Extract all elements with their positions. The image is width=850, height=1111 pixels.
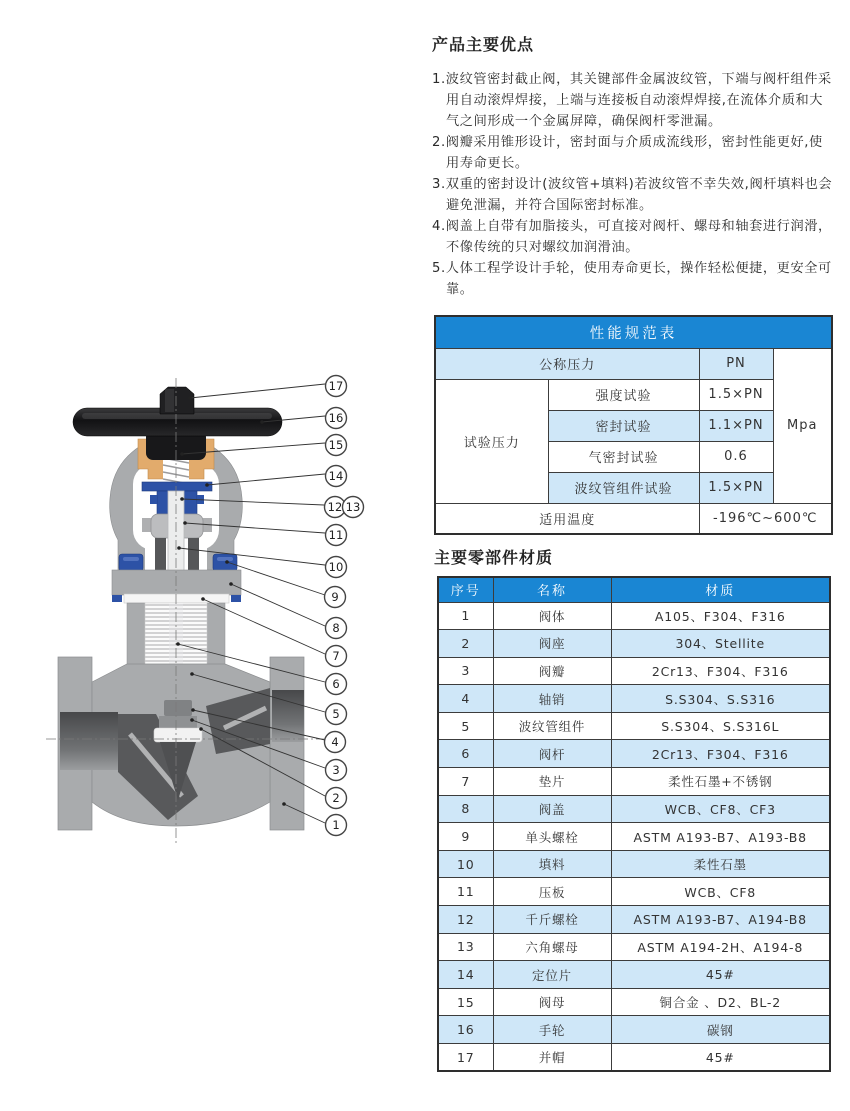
callout-label: 7 (332, 649, 340, 663)
column-header-material: 材质 (611, 577, 830, 602)
gasket (112, 594, 241, 603)
nominal-pressure-value: PN (699, 348, 773, 379)
test-label: 气密封试验 (548, 441, 699, 472)
materials-table-cell: 2Cr13、F304、F316 (611, 657, 830, 685)
callout-label: 8 (332, 621, 340, 635)
materials-table-cell: 阀座 (493, 630, 611, 658)
callout-label: 1 (332, 818, 340, 832)
callout-1 (326, 815, 347, 836)
test-label: 强度试验 (548, 379, 699, 410)
materials-table-row (438, 961, 830, 989)
materials-table-row (438, 1016, 830, 1044)
materials-table-cell: 阀盖 (493, 795, 611, 823)
materials-table-cell: 304、Stellite (611, 630, 830, 658)
temperature-label: 适用温度 (435, 503, 699, 534)
callout-label: 14 (328, 469, 344, 483)
advantages-section (432, 32, 834, 300)
materials-table-body (438, 602, 830, 1071)
materials-table-cell: 手轮 (493, 1016, 611, 1044)
materials-table-cell: 3 (438, 657, 493, 685)
pressure-unit: Mpa (773, 348, 832, 503)
materials-table-row (438, 602, 830, 630)
materials-table-cell: 阀瓣 (493, 657, 611, 685)
callout-11 (326, 525, 347, 546)
advantages-list (432, 69, 834, 300)
materials-table-cell: 六角螺母 (493, 933, 611, 961)
materials-table-cell: 5 (438, 712, 493, 740)
materials-table-cell: 12 (438, 906, 493, 934)
callout-7 (326, 646, 347, 667)
materials-table-row (438, 657, 830, 685)
materials-table-row (438, 906, 830, 934)
materials-table-cell: 45# (611, 1044, 830, 1072)
materials-table-cell: 14 (438, 961, 493, 989)
temperature-value: -196℃~600℃ (699, 503, 832, 534)
test-value: 1.5×PN (699, 472, 773, 503)
valve-cross-section-drawing (30, 372, 400, 852)
materials-table-row (438, 878, 830, 906)
materials-table-row (438, 795, 830, 823)
callout-10 (326, 557, 347, 578)
advantages-title: 产品主要优点 (432, 35, 535, 54)
materials-table-cell: 铜合金 、D2、BL-2 (611, 988, 830, 1016)
materials-table-cell: 轴销 (493, 685, 611, 713)
callout-17 (326, 376, 347, 397)
materials-table-cell: 定位片 (493, 961, 611, 989)
materials-table-cell: 13 (438, 933, 493, 961)
materials-table-cell: 45# (611, 961, 830, 989)
materials-header-row (438, 577, 830, 602)
advantage-item: 2.阀瓣采用锥形设计，密封面与介质成流线形，密封性能更好,使用寿命更长。 (432, 135, 823, 171)
materials-table-cell: 9 (438, 823, 493, 851)
materials-table-cell: 7 (438, 768, 493, 796)
materials-table-cell: 碳钢 (611, 1016, 830, 1044)
callout-9 (325, 587, 346, 608)
callout-label: 10 (328, 560, 344, 574)
callout-8 (326, 618, 347, 639)
materials-table-cell: ASTM A193-B7、A194-B8 (611, 906, 830, 934)
materials-table-row (438, 712, 830, 740)
materials-table-cell: 阀体 (493, 602, 611, 630)
materials-table-cell: 2Cr13、F304、F316 (611, 740, 830, 768)
materials-table-cell: 阀杆 (493, 740, 611, 768)
callout-15 (326, 435, 347, 456)
callout-13 (343, 497, 364, 518)
callout-label: 17 (328, 379, 344, 393)
materials-table-cell: 8 (438, 795, 493, 823)
materials-table-cell: 柔性石墨+不锈钢 (611, 768, 830, 796)
callout-4 (325, 732, 346, 753)
performance-spec-table (434, 315, 833, 535)
materials-title: 主要零部件材质 (434, 548, 554, 567)
materials-table-cell: 阀母 (493, 988, 611, 1016)
callout-balloons (325, 376, 364, 836)
callout-label: 12 (327, 500, 343, 514)
materials-table-cell: 16 (438, 1016, 493, 1044)
materials-table-cell: 6 (438, 740, 493, 768)
callout-label: 4 (331, 735, 339, 749)
test-value: 1.1×PN (699, 410, 773, 441)
test-value: 1.5×PN (699, 379, 773, 410)
materials-table-cell: 单头螺栓 (493, 823, 611, 851)
advantage-item: 5.人体工程学设计手轮，使用寿命更长，操作轻松便捷，更安全可靠。 (432, 261, 832, 297)
bonnet (112, 570, 241, 595)
materials-table-row (438, 740, 830, 768)
cap-nut (160, 387, 194, 414)
column-header-name: 名称 (493, 577, 611, 602)
callout-label: 3 (332, 763, 340, 777)
materials-table-cell: 1 (438, 602, 493, 630)
callout-label: 6 (332, 677, 340, 691)
test-label: 密封试验 (548, 410, 699, 441)
callout-3 (326, 760, 347, 781)
materials-table-row (438, 1044, 830, 1072)
materials-table-cell: 10 (438, 850, 493, 878)
materials-table-row (438, 685, 830, 713)
materials-table-cell: ASTM A194-2H、A194-8 (611, 933, 830, 961)
materials-table-row (438, 933, 830, 961)
callout-label: 13 (345, 500, 361, 514)
materials-table-cell: A105、F304、F316 (611, 602, 830, 630)
materials-table-cell: 垫片 (493, 768, 611, 796)
callout-6 (326, 674, 347, 695)
callout-label: 5 (332, 707, 340, 721)
valve-drawing-svg (30, 372, 400, 852)
materials-table-cell: 2 (438, 630, 493, 658)
materials-table-cell: 千斤螺栓 (493, 906, 611, 934)
materials-table-cell: 柔性石墨 (611, 850, 830, 878)
materials-table-row (438, 988, 830, 1016)
advantage-item: 1.波纹管密封截止阀，其关键部件金属波纹管，下端与阀杆组件采用自动滚焊焊接，上端与连接板自动滚焊焊接,在流体介质和大气之间形成一个金属屏障，确保阀杆零泄漏。 (432, 72, 832, 129)
materials-table-cell: 11 (438, 878, 493, 906)
callout-label: 11 (328, 528, 344, 542)
callout-label: 15 (328, 438, 344, 452)
test-value: 0.6 (699, 441, 773, 472)
materials-table-row (438, 850, 830, 878)
materials-table (437, 576, 831, 1072)
callout-14 (326, 466, 347, 487)
materials-table-row (438, 823, 830, 851)
callout-label: 2 (332, 791, 340, 805)
column-header-index: 序号 (438, 577, 493, 602)
materials-table-row (438, 630, 830, 658)
materials-table-cell: 并帽 (493, 1044, 611, 1072)
performance-table-title: 性能规范表 (435, 316, 832, 348)
materials-table-cell: 15 (438, 988, 493, 1016)
handwheel (73, 408, 282, 460)
materials-table-cell: ASTM A193-B7、A193-B8 (611, 823, 830, 851)
nominal-pressure-label: 公称压力 (435, 348, 699, 379)
materials-table-cell: 4 (438, 685, 493, 713)
content-column (432, 0, 834, 1111)
test-pressure-label: 试验压力 (435, 379, 548, 503)
test-label: 波纹管组件试验 (548, 472, 699, 503)
advantage-item: 4.阀盖上自带有加脂接头，可直接对阀杆、螺母和轴套进行润滑，不像传统的只对螺纹加润滑油。 (432, 219, 832, 255)
materials-table-cell: WCB、CF8 (611, 878, 830, 906)
callout-label: 16 (328, 411, 344, 425)
callout-16 (326, 408, 347, 429)
materials-table-cell: 17 (438, 1044, 493, 1072)
materials-table-cell: 波纹管组件 (493, 712, 611, 740)
materials-table-row (438, 768, 830, 796)
callout-2 (326, 788, 347, 809)
materials-table-cell: S.S304、S.S316L (611, 712, 830, 740)
materials-table-cell: 填料 (493, 850, 611, 878)
materials-table-cell: 压板 (493, 878, 611, 906)
advantage-item: 3.双重的密封设计(波纹管+填料)若波纹管不幸失效,阀杆填料也会避免泄漏，并符合国际密封标准。 (432, 177, 833, 213)
materials-table-cell: WCB、CF8、CF3 (611, 795, 830, 823)
callout-label: 9 (331, 590, 339, 604)
materials-table-cell: S.S304、S.S316 (611, 685, 830, 713)
callout-5 (326, 704, 347, 725)
